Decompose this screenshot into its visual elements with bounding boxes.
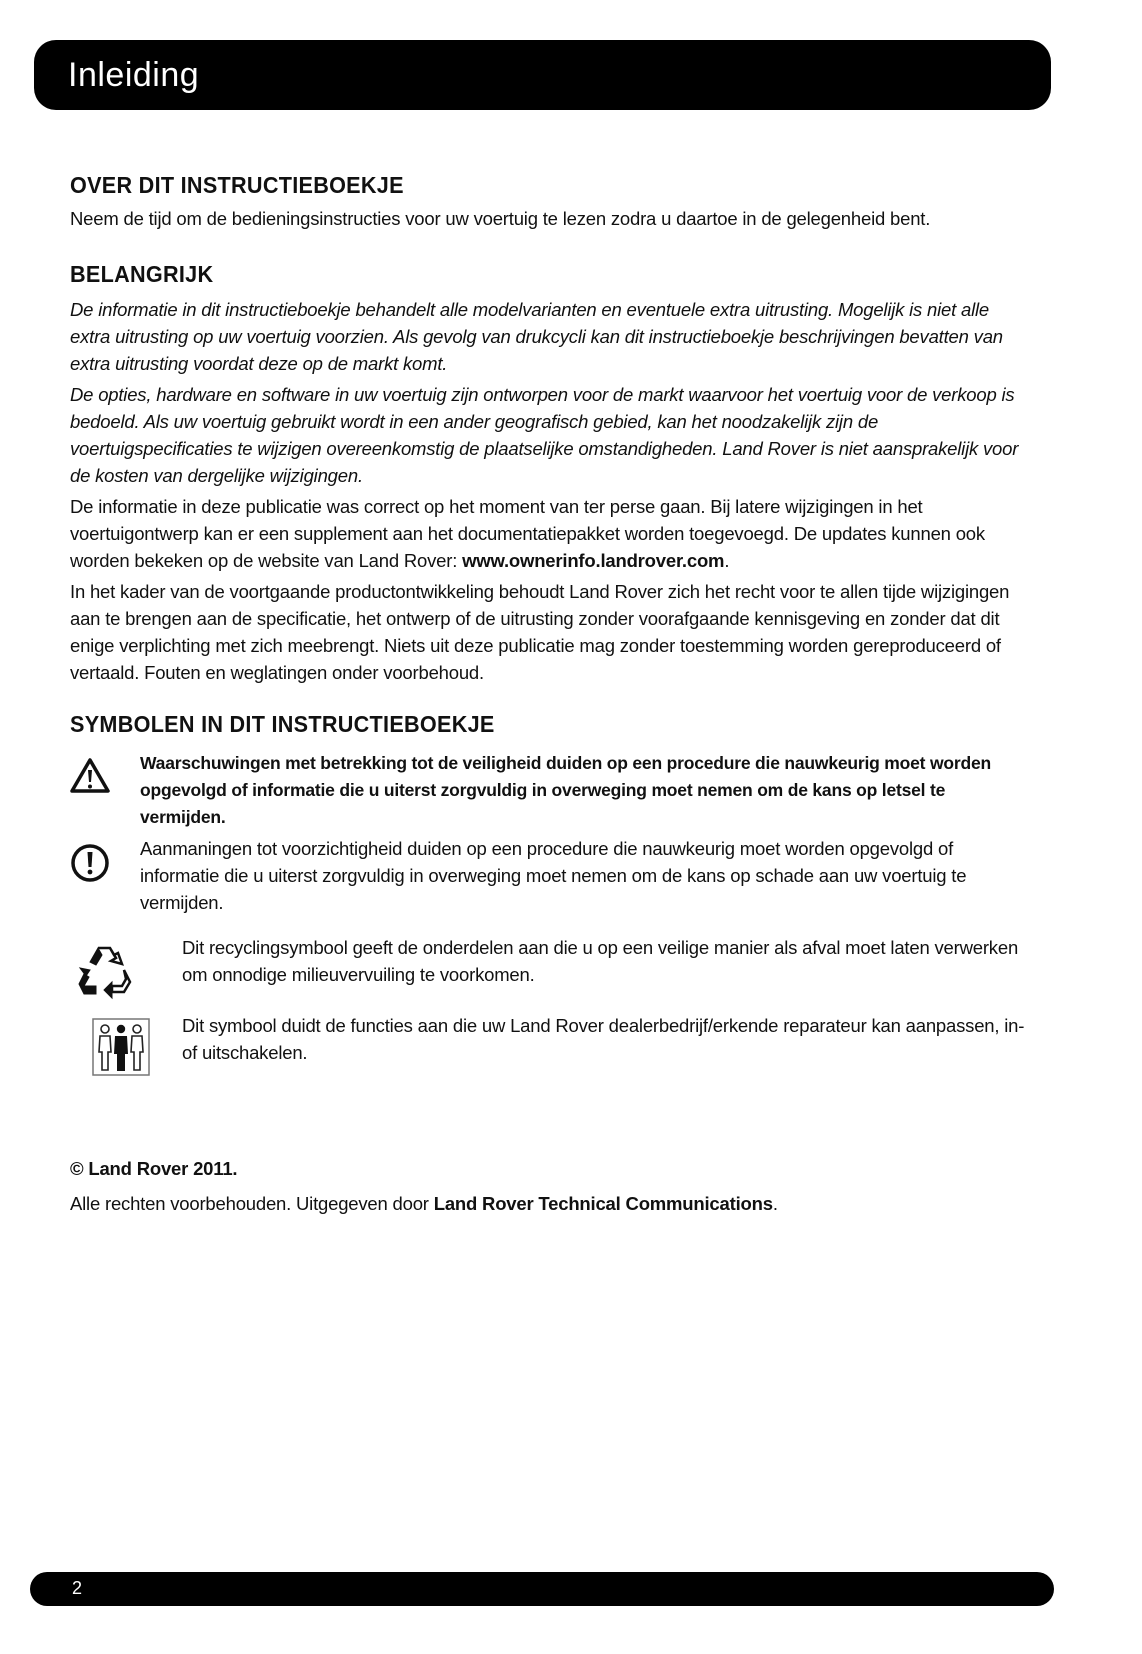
warning-symbol-row (70, 750, 1030, 840)
header-bar (34, 40, 1051, 110)
heading-symbolen: SYMBOLEN IN DIT INSTRUCTIEBOEKJE (70, 711, 495, 737)
copyright-line: © Land Rover 2011. (70, 1158, 238, 1179)
belangrijk-para-2: De opties, hardware en software in uw voertuig zijn ontworpen voor de markt waarvoor het voertuig voor de verkoop is bedoeld. Als uw voertuig gebruikt wordt in een ander geografisch gebied, kan het noodzakelijk zijn de voertuigspecificaties te wijzigen overeenkomstig de plaatselijke omstandigheden. Land Rover is niet aansprakelijk voor de kosten van dergelijke wijzigingen. (70, 384, 1019, 486)
website-link[interactable]: www.ownerinfo.landrover.com (462, 550, 725, 571)
caution-text: Aanmaningen tot voorzichtigheid duiden op een procedure die nauwkeurig moet worden opgevolgd of informatie die u uiterst zorgvuldig in overweging moet nemen om de kans op schade aan uw voertuig te vermijden. (140, 838, 967, 913)
heading-over: OVER DIT INSTRUCTIEBOEKJE (70, 172, 404, 198)
recycling-icon (76, 942, 134, 1005)
dealer-technician-icon (92, 1018, 150, 1081)
belangrijk-para-1: De informatie in dit instructieboekje behandelt alle modelvarianten en eventuele extra uitrusting. Mogelijk is niet alle extra uitrusting op uw voertuig voorzien. Als gevolg van drukcycli kan dit instructieboekje beschrijvingen bevatten van extra uitrusting voordat deze op de markt komt. (70, 299, 1003, 374)
page-number: 2 (72, 1578, 83, 1598)
rights-line (70, 1190, 1030, 1217)
caution-symbol-row (70, 835, 1030, 925)
footer-bar (30, 1572, 1054, 1606)
heading-belangrijk: BELANGRIJK (70, 261, 214, 287)
belangrijk-para-4: In het kader van de voortgaande productontwikkeling behoudt Land Rover zich het recht voor te allen tijde wijzigingen aan te brengen aan de specificatie, het ontwerp of de uitrusting zonder voorafgaande kennisgeving en zonder dat dit enige verplichting met zich meebrengt. Niets uit deze publicatie mag zonder toestemming worden gereproduceerd of vertaald. Fouten en weglatingen onder voorbehoud. (70, 581, 1010, 683)
over-text: Neem de tijd om de bedieningsinstructies voor uw voertuig te lezen zodra u daartoe in de gelegenheid bent. (70, 208, 931, 229)
caution-exclamation-icon (70, 843, 110, 888)
dealer-text: Dit symbool duidt de functies aan die uw Land Rover dealerbedrijf/erkende reparateur kan aanpassen, in- of uitschakelen. (182, 1015, 1025, 1063)
dealer-symbol-row (70, 1012, 1030, 1092)
para-3-end: . (724, 550, 730, 571)
recycling-text: Dit recyclingsymbool geeft de onderdelen aan die u op een veilige manier als afval moet laten verwerken om onnodige milieuvervuiling te voorkomen. (182, 937, 1019, 985)
page-title: Inleiding (68, 56, 200, 94)
belangrijk-para-3 (70, 493, 1030, 574)
para-3-text: De informatie in deze publicatie was correct op het moment van ter perse gaan. Bij latere wijzigingen in het voertuigontwerp kan er een supplement aan het documentatiepakket worden toegevoegd. De updates kunnen ook worden bekeken op de website van Land Rover: (70, 496, 985, 571)
warning-text: Waarschuwingen met betrekking tot de veiligheid duiden op een procedure die nauwkeurig moet worden opgevolgd of informatie die u uiterst zorgvuldig in overweging moet nemen om de kans op letsel te vermijden. (140, 753, 991, 827)
warning-triangle-icon (70, 758, 110, 799)
recycling-symbol-row (70, 934, 1030, 1014)
publisher-name: Land Rover Technical Communications (433, 1193, 773, 1214)
rights-text: Alle rechten voorbehouden. Uitgegeven door (70, 1193, 434, 1214)
rights-end: . (772, 1193, 778, 1214)
